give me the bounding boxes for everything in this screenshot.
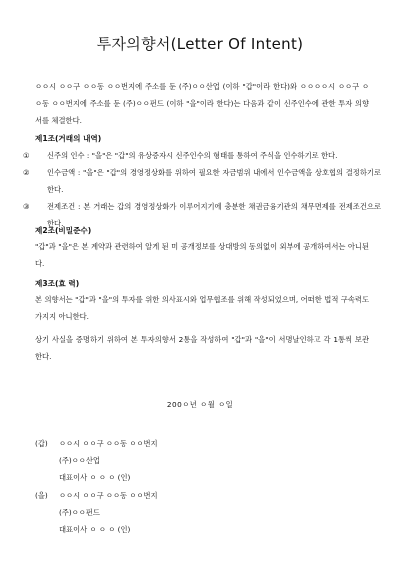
article1-heading: 제1조(거래의 내역) [35,134,102,143]
document-title: 투자의향서(Letter Of Intent) [96,35,304,53]
item-text: 신주의 인수 : "을"은 "갑"의 유상증자시 신주인수의 형태를 통하여 주식을 인수하기로 한다. [47,151,338,160]
document-date: 200ㅇ년 ㅇ월 ㅇ일 [166,400,234,409]
article3-heading: 제3조(효 력) [35,279,80,288]
item-marker: ③ [23,202,30,211]
item-text: 인수금액 : "을"은 "갑"의 경영정상화를 위하여 필요한 자금범위 내에서 인수금액을 상호협의 결정하기로 한다. [47,168,381,194]
article3-text: 본 의향서는 "갑"과 "을"의 투자를 위한 의사표시와 업무협조를 위해 작성되었으며, 어떠한 법적 구속력도 가지지 아니한다. [35,295,369,321]
party-b-company: (주)ㅇㅇ펀드 [59,508,100,517]
party-b-ceo: 대표이사 ㅇ ㅇ ㅇ (인) [59,525,131,534]
article1-item-1 [23,147,381,164]
article1-item-2 [23,164,381,198]
item-marker: ② [23,168,30,177]
article2-text: "갑"과 "을"은 본 계약과 관련하여 알게 된 미 공개정보를 상대방의 동의없이 외부에 공개하여서는 아니된다. [35,242,369,268]
party-b-address: ㅇㅇ시 ㅇㅇ구 ㅇㅇ동 ㅇㅇ번지 [59,491,158,500]
party-b-role: (을) [35,491,48,500]
party-a-company: (주)ㅇㅇ산업 [59,456,100,465]
party-a-address: ㅇㅇ시 ㅇㅇ구 ㅇㅇ동 ㅇㅇ번지 [59,439,158,448]
intro-paragraph: ㅇㅇ시 ㅇㅇ구 ㅇㅇ동 ㅇㅇ번지에 주소를 둔 (주)ㅇㅇ산업 (이하 "갑"이라 한다)와 ㅇㅇㅇㅇ시 ㅇㅇ구 ㅇㅇ동 ㅇㅇ번지에 주소를 둔 (주)ㅇㅇ펀드 (이하 "을"이라 한다)는 다음과 같이 신주인수에 관한 투자 의향서를 체결한다. [35,82,369,125]
party-a-role: (갑) [35,439,48,448]
closing-paragraph: 상기 사실을 증명하기 위하여 본 투자의향서 2통을 작성하여 "갑"과 "을"이 서명날인하고 각 1통씩 보관한다. [35,335,369,361]
item-marker: ① [23,151,30,160]
party-a-ceo: 대표이사 ㅇ ㅇ ㅇ (인) [59,473,131,482]
article2-heading: 제2조(비밀준수) [35,226,92,235]
item-text: 전제조건 : 본 거래는 갑의 경영정상화가 이루어지기에 충분한 채권금융기관의 채무면제를 전제조건으로 한다. [47,202,381,228]
